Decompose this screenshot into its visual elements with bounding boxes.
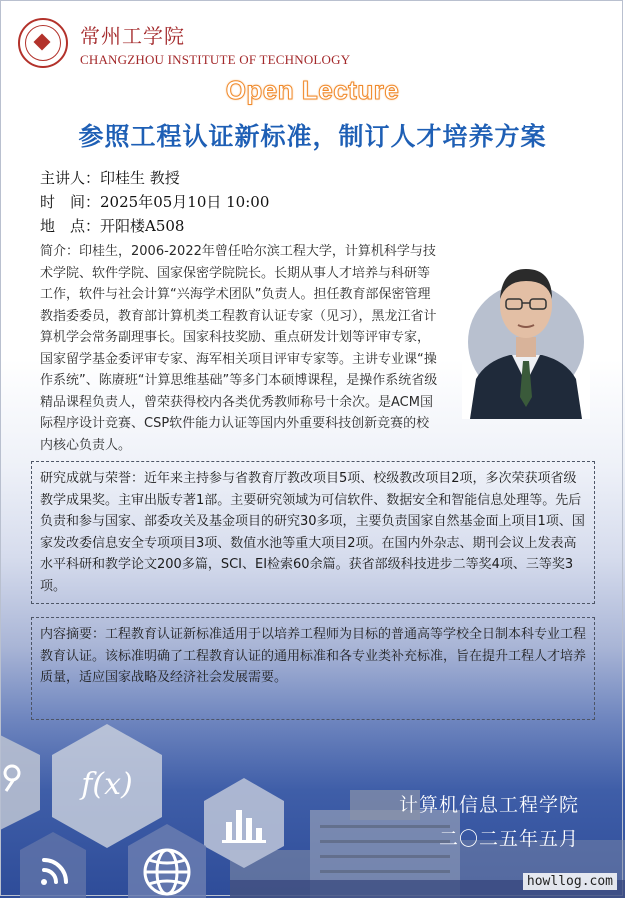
hexagon-globe-tile: [126, 822, 208, 898]
poster-date: 二〇二五年五月: [438, 828, 579, 850]
watermark: howllog.com: [523, 873, 617, 890]
school-seal-icon: [25, 25, 61, 61]
lecture-title: 参照工程认证新标准，制订人才培养方案: [78, 122, 547, 151]
abstract-box: 内容摘要：工程教育认证新标准适用于以培养工程师为目标的普通高等学校全日制本科专业工程教育认证。该标准明确了工程教育认证的通用标准和各专业类补充标准，旨在提升工程人才培养质量，适应国家战略及经济社会发展需要。: [31, 617, 595, 720]
time-line: [40, 191, 269, 212]
hexagon-key-tile: [0, 735, 50, 835]
speaker-label: 主讲人：: [40, 169, 101, 187]
place-value: 开阳楼A508: [100, 217, 185, 235]
speaker-portrait: [462, 247, 590, 419]
department-name: 计算机信息工程学院: [398, 794, 579, 816]
hexagon-chart-tile: [202, 776, 286, 870]
place-label: 地 点：: [40, 217, 101, 235]
time-value: 2025年05月10日 10:00: [100, 193, 270, 211]
open-lecture-heading: Open Lecture: [225, 75, 400, 105]
time-label: 时 间：: [40, 193, 101, 211]
place-line: [40, 215, 184, 236]
speaker-value: 印桂生 教授: [100, 169, 180, 187]
speaker-line: [40, 167, 180, 188]
speaker-intro: 简介：印桂生，2006-2022年曾任哈尔滨工程大学，计算机科学与技术学院、软件学院、国家保密学院院长。长期从事人才培养与科研等工作，软件与社会计算“兴海学术团队”负责人。担任教育部保密管理教指委委员，教育部计算机类工程教育认证专家（见习），黑龙江省计算机学会常务副理事长。国家科技奖励、重点研发计划等评审专家，国家留学基金委评审专家、海军相关项目评审专家等。主讲专业课“操作系统”、陈赓班“计算思维基础”等多门本硕博课程，是操作系统省级精品课程负责人，曾荣获得校内各类优秀教师称号十余次。是ACM国际程序设计竞赛、CSP软件能力认证等国内外重要科技创新竞赛的校内核心负责人。: [40, 244, 438, 453]
school-name-en: CHANGZHOU INSTITUTE OF TECHNOLOGY: [80, 52, 351, 67]
achievements-box: 研究成就与荣誉：近年来主持参与省教育厅教改项目5项、校级教改项目2项，多次荣获项省级教学成果奖。主审出版专著1部。主要研究领域为可信软件、数据安全和智能信息处理等。先后负责和参与国家、部委攻关及基金项目的研究30多项，主要负责国家自然基金面上项目1项、国家发改委信息安全专项项目3项、数值水池等重大项目2项。在国内外杂志、期刊会议上发表高水平科研和教学论文200多篇，SCI、EI检索60余篇。获省部级科技进步二等奖4项、三等奖3项。: [31, 461, 595, 604]
hexagon-signal-tile: [18, 830, 88, 898]
school-name-cn: 常州工学院: [80, 24, 185, 48]
function-icon: f(x): [81, 767, 133, 802]
school-logo: [18, 18, 68, 68]
